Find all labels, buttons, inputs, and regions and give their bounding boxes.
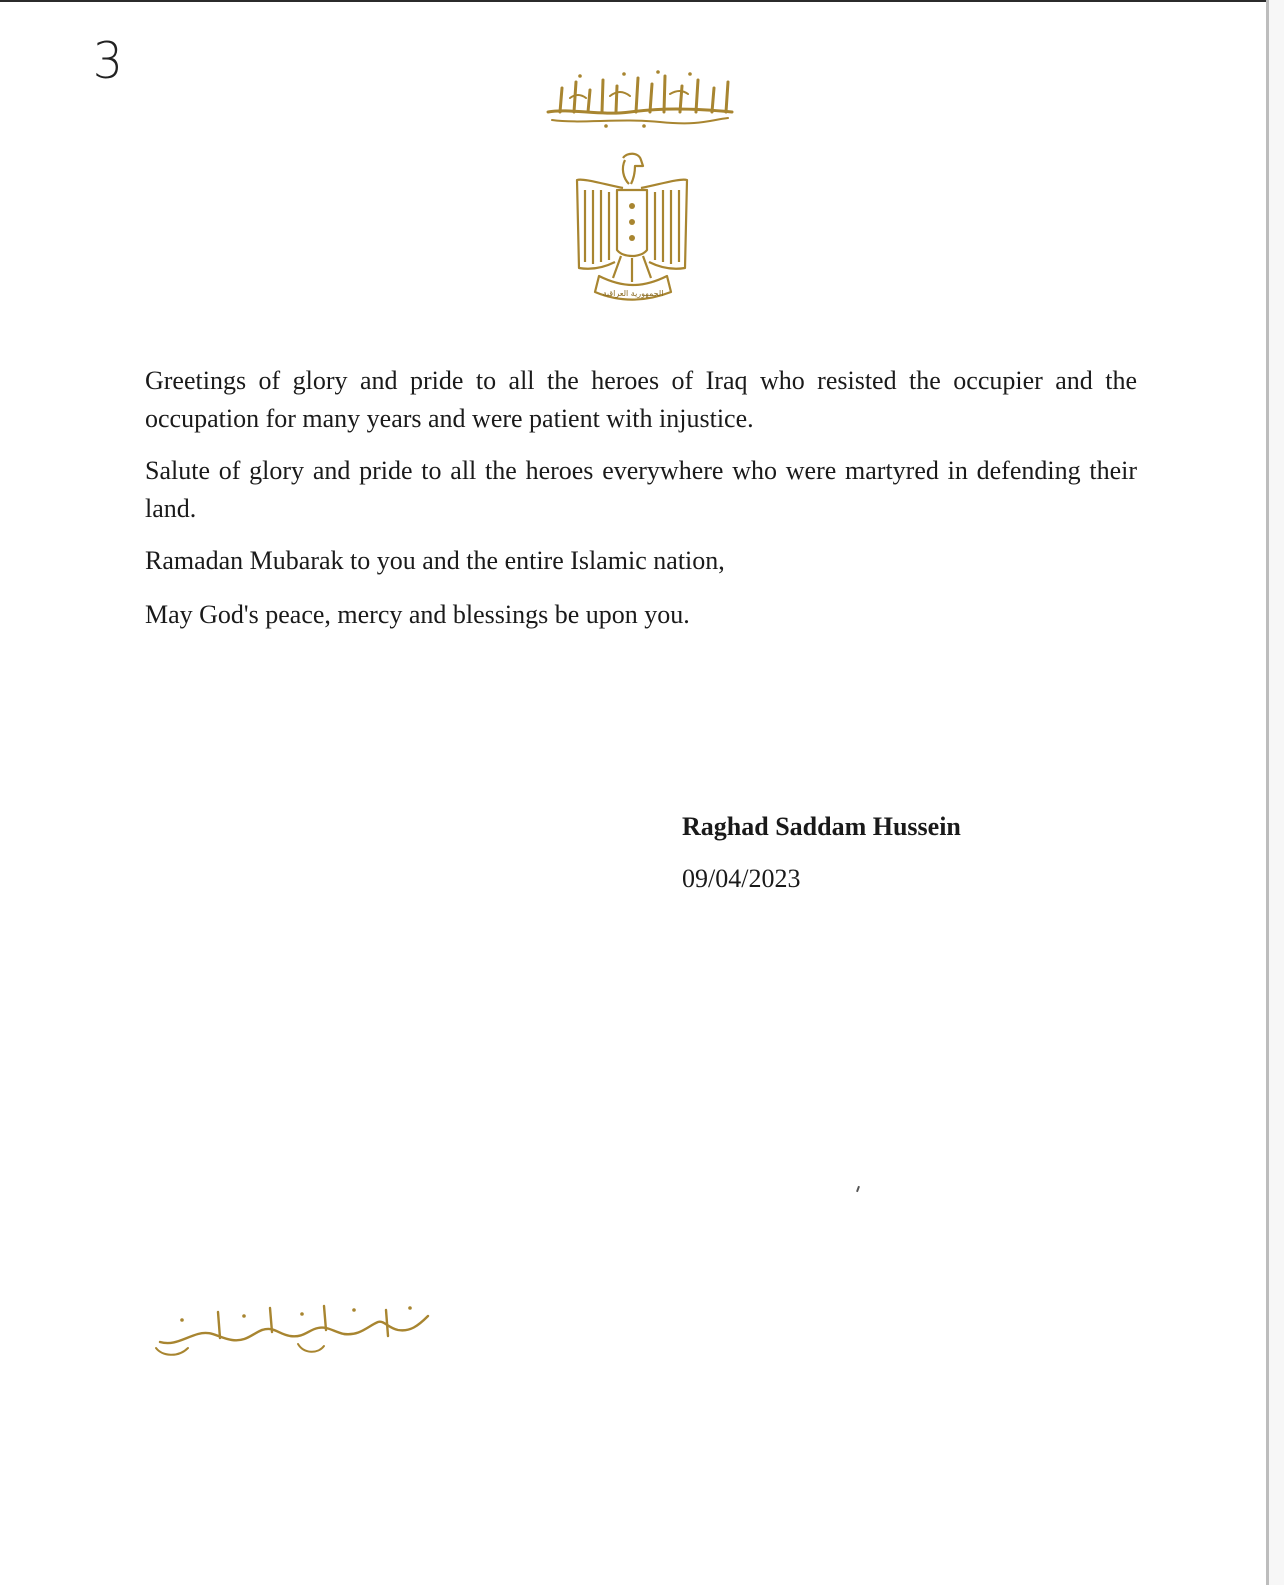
basmala-calligraphy [540,68,740,130]
paragraph-blessing: May God's peace, mercy and blessings be upon you. [145,600,690,629]
page-right-shadow [1269,0,1284,1585]
handwritten-signature [148,1296,438,1366]
emblem-caption: الجمهورية العراقية [602,289,664,298]
signature-block [682,808,961,898]
letter-date: 09/04/2023 [682,864,801,893]
paragraph-salute: Salute of glory and pride to all the heroes everywhere who were martyred in defending their land. [145,456,1137,523]
paper-speck [856,1186,860,1192]
letter-body [145,362,1137,650]
page-top-edge [0,0,1270,2]
paragraph-ramadan: Ramadan Mubarak to you and the entire Islamic nation, [145,546,725,575]
eagle-emblem-icon [573,150,691,310]
paragraph-greetings: Greetings of glory and pride to all the heroes of Iraq who resisted the occupier and the occupation for many years and were patient with injustice. [145,366,1137,433]
page-number: 3 [92,32,124,90]
signatory-name: Raghad Saddam Hussein [682,812,961,841]
